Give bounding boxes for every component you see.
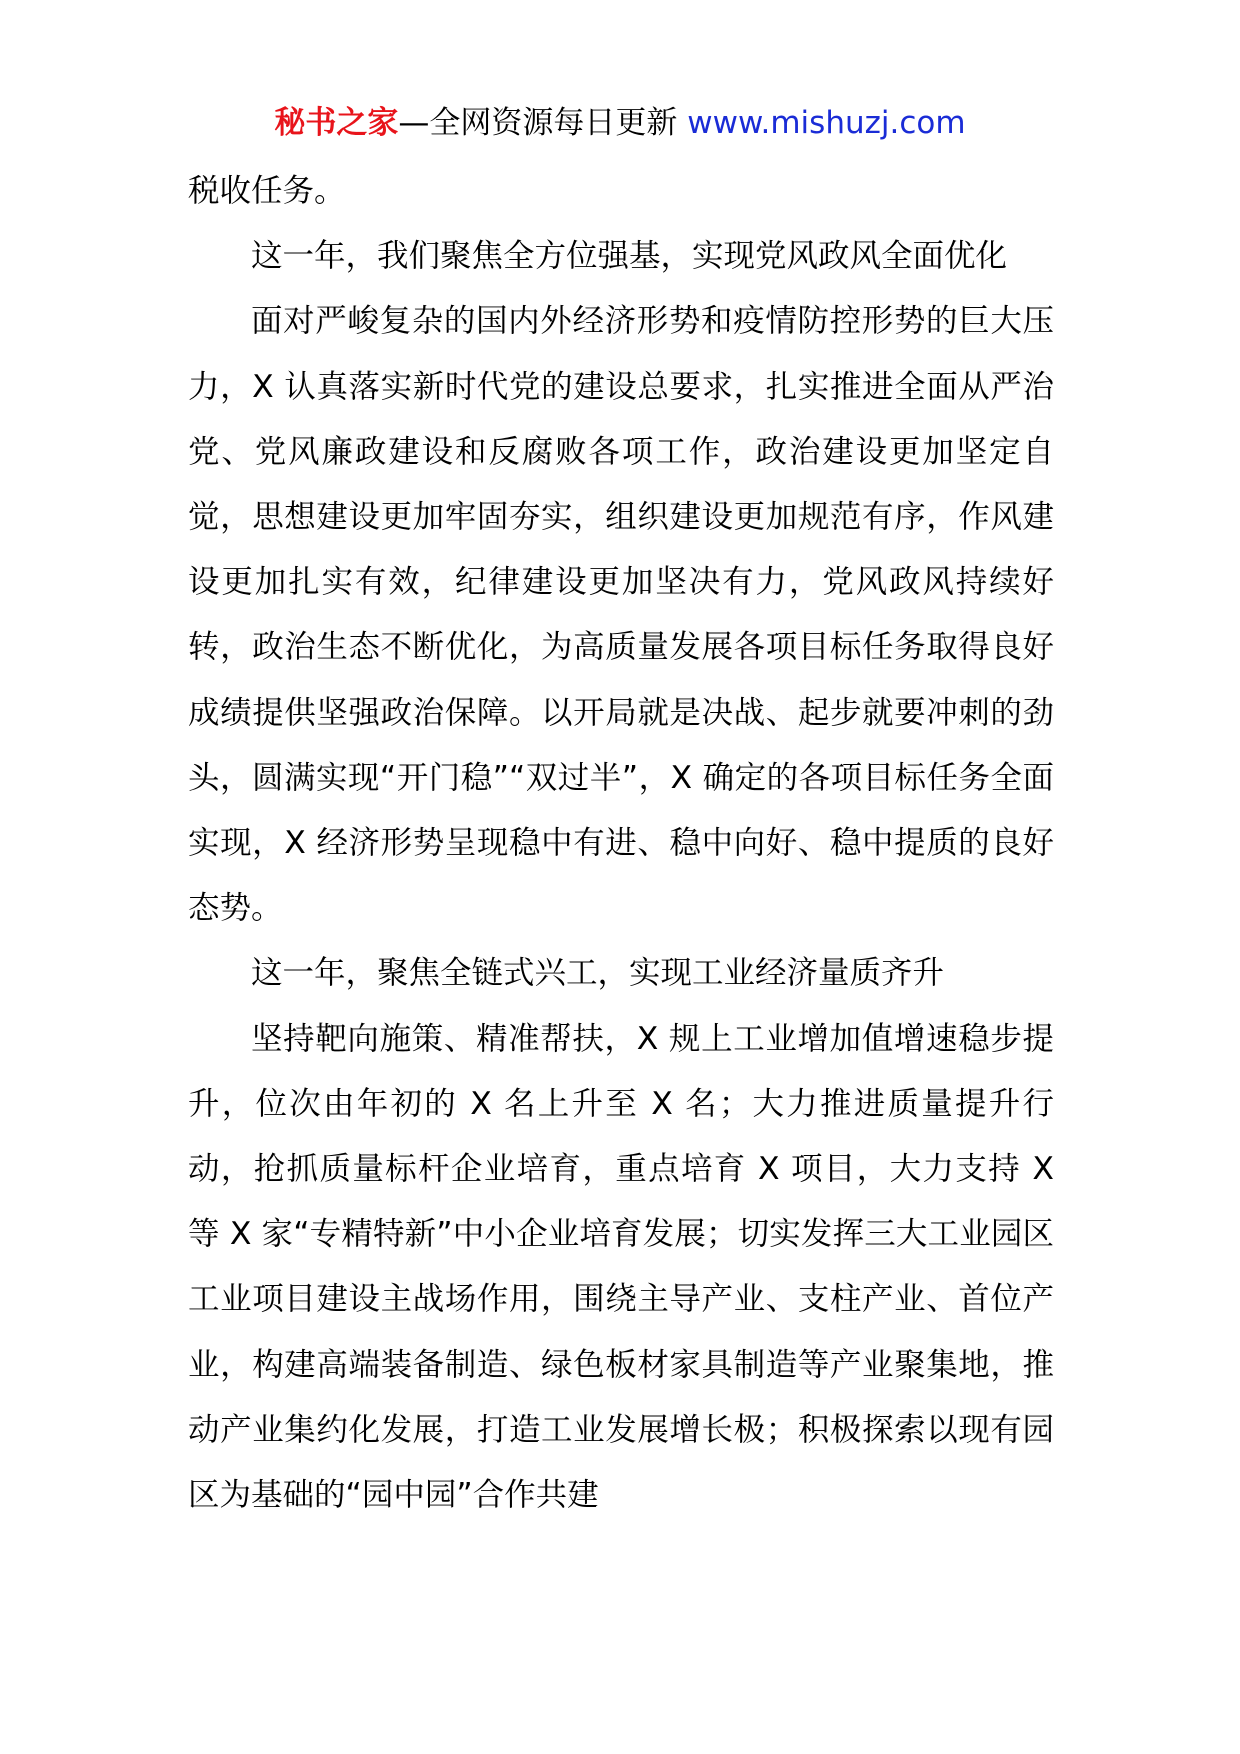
header-tagline: —全网资源每日更新 [398,105,678,141]
section-heading: 这一年，我们聚焦全方位强基，实现党风政风全面优化 [251,238,1008,275]
page-header [0,101,1240,145]
document-body [188,159,1054,1528]
header-brand: 秘书之家 [274,105,399,141]
paragraph: 税收任务。 [188,173,346,209]
paragraph: 坚持靶向施策、精准帮扶，X 规上工业增加值增速稳步提升，位次由年初的 X 名上升至 X 名；大力推进质量提升行动，抢抓质量标杆企业培育，重点培育 X 项目，大力支持 X 等 X 家“专精特新”中小企业培育发展；切实发挥三大工业园区工业项目建设主战场作用，围绕主导产业、支柱产业、首位产业，构建高端装备制造、绿色板材家具制造等产业聚集地，推动产业集约化发展，打造工业发展增长极；积极探索以现有园区为基础的“园中园”合作共建 [188,1020,1054,1514]
header-url-link[interactable]: www.mishuzj.com [687,105,966,141]
section-heading: 这一年，聚焦全链式兴工，实现工业经济量质齐升 [251,955,945,992]
paragraph: 面对严峻复杂的国内外经济形势和疫情防控形势的巨大压力，X 认真落实新时代党的建设总要求，扎实推进全面从严治党、党风廉政建设和反腐败各项工作，政治建设更加坚定自觉，思想建设更加牢固夯实，组织建设更加规范有序，作风建设更加扎实有效，纪律建设更加坚决有力，党风政风持续好转，政治生态不断优化，为高质量发展各项目标任务取得良好成绩提供坚强政治保障。以开局就是决战、起步就要冲刺的劲头，圆满实现“开门稳”“双过半”，X 确定的各项目标任务全面实现，X 经济形势呈现稳中有进、稳中向好、稳中提质的良好态势。 [188,303,1054,927]
